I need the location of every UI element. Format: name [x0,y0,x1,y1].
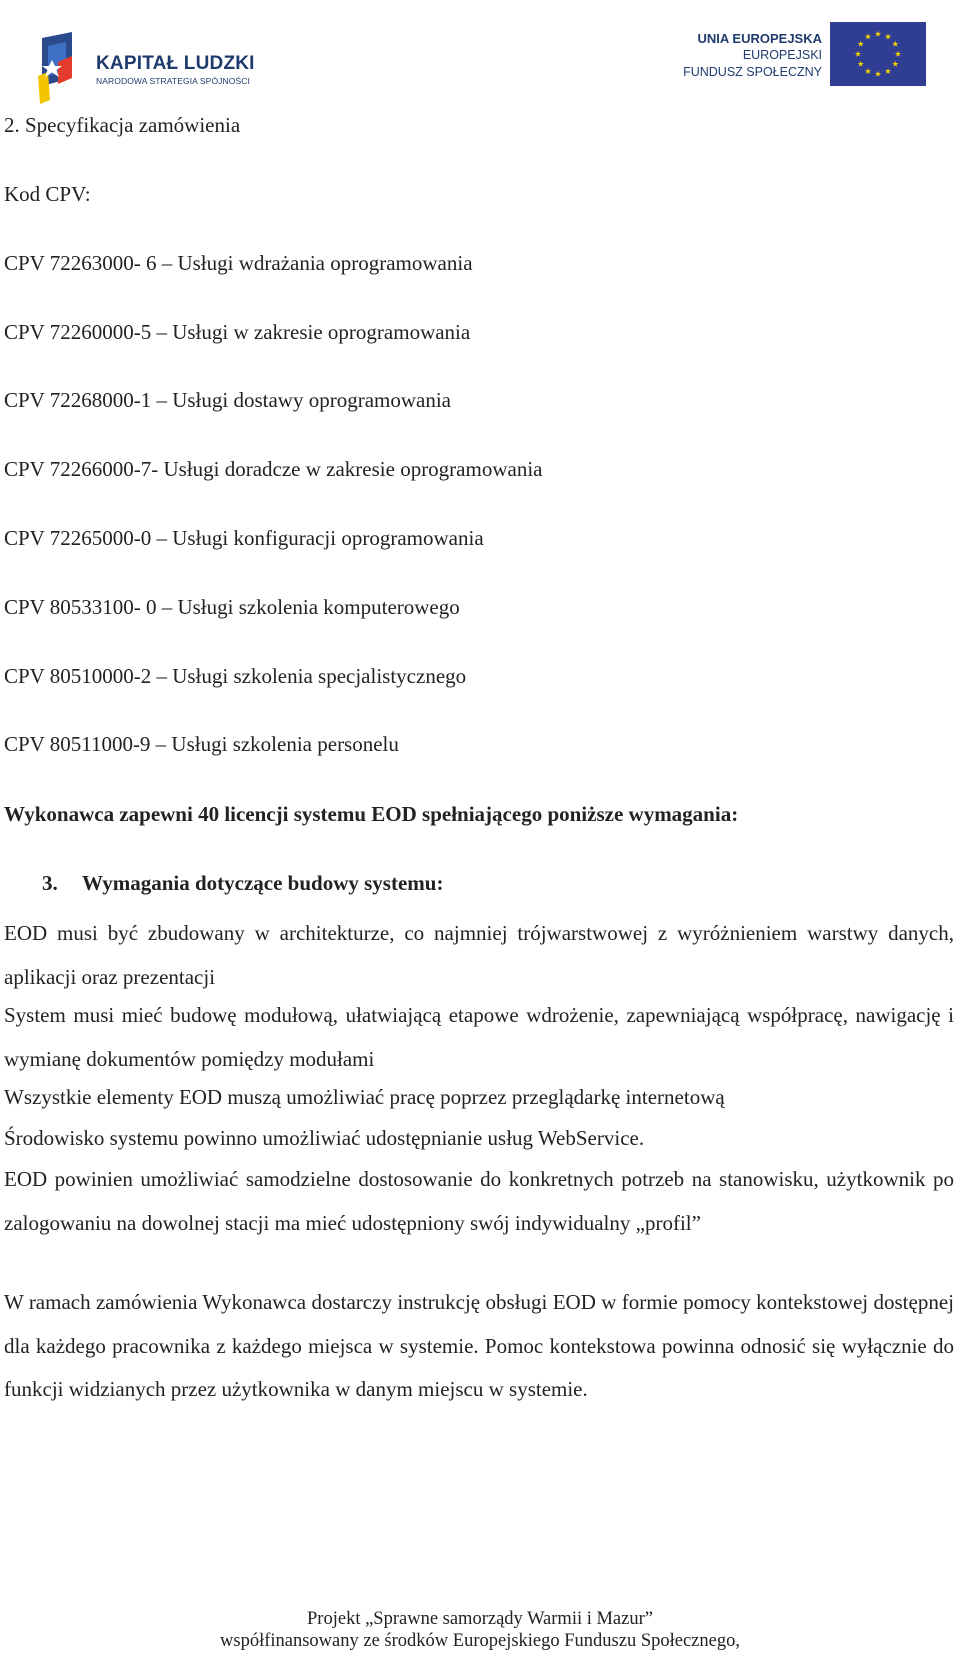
cpv-code-item: CPV 72265000-0 – Usługi konfiguracji oprogramowania [4,526,484,550]
eu-flag-icon [830,22,926,86]
requirement-paragraph: Wszystkie elementy EOD muszą umożliwiać pracę poprzez przeglądarkę internetową [4,1085,725,1109]
cpv-code-item: CPV 72263000- 6 – Usługi wdrażania oprogramowania [4,251,473,275]
footer-funding-line: współfinansowany ze środków Europejskiego Funduszu Społecznego, [220,1631,740,1651]
section-title: 2. Specyfikacja zamówienia [4,113,241,137]
license-statement: Wykonawca zapewni 40 licencji systemu EOD spełniającego poniższe wymagania: [4,802,739,826]
requirement-paragraph: EOD musi być zbudowany w architekturze, co najmniej trójwarstwowej z wyróżnieniem warstwy danych, aplikacji oraz prezentacji [4,921,954,989]
eu-logo-line2: EUROPEJSKI [742,48,822,62]
subsection-title: Wymagania dotyczące budowy systemu: [82,871,444,895]
cpv-code-item: CPV 72260000-5 – Usługi w zakresie oprogramowania [4,320,471,344]
kapital-ludzki-subtitle: NARODOWA STRATEGIA SPÓJNOŚCI [96,76,250,86]
cpv-code-item: CPV 80511000-9 – Usługi szkolenia personelu [4,732,399,756]
cpv-code-item: CPV 80533100- 0 – Usługi szkolenia komputerowego [4,595,460,619]
subsection-number: 3. [42,871,58,895]
eu-logo-line1: UNIA EUROPEJSKA [697,31,822,46]
cpv-code-item: CPV 72268000-1 – Usługi dostawy oprogramowania [4,388,451,412]
eu-logo-text [683,30,822,81]
page-header [0,0,960,110]
eu-logo [683,22,926,88]
cpv-code-item: CPV 72266000-7- Usługi doradcze w zakresie oprogramowania [4,457,543,481]
cpv-code-item: CPV 80510000-2 – Usługi szkolenia specjalistycznego [4,664,467,688]
kapital-ludzki-logo [38,32,268,104]
requirement-paragraph: Środowisko systemu powinno umożliwiać udostępnianie usług WebService. [4,1126,645,1150]
requirement-paragraph: System musi mieć budowę modułową, ułatwiającą etapowe wdrożenie, zapewniającą współpracę, nawigację i wymianę dokumentów pomiędzy modułami [4,1003,954,1071]
footer-project-line: Projekt „Sprawne samorządy Warmii i Mazur” [307,1609,653,1629]
subsection-heading [42,869,443,897]
page-footer [0,1608,960,1652]
requirement-paragraph: EOD powinien umożliwiać samodzielne dostosowanie do konkretnych potrzeb na stanowisku, użytkownik po zalogowaniu na dowolnej stacji ma mieć udostępniony swój indywidualny „profil” [4,1167,954,1235]
kapital-ludzki-title: KAPITAŁ LUDZKI [96,53,255,74]
requirement-paragraph: W ramach zamówienia Wykonawca dostarczy instrukcję obsługi EOD w formie pomocy kontekstowej dostępnej dla każdego pracownika z każdego miejsca w systemie. Pomoc kontekstowa powinna odnosić się wyłącznie do funkcji widzianych przez użytkownika w danym miejscu w systemie. [4,1290,954,1401]
kapital-ludzki-emblem-icon [38,32,94,104]
cpv-label: Kod CPV: [4,182,91,206]
eu-logo-line3: FUNDUSZ SPOŁECZNY [683,65,822,79]
